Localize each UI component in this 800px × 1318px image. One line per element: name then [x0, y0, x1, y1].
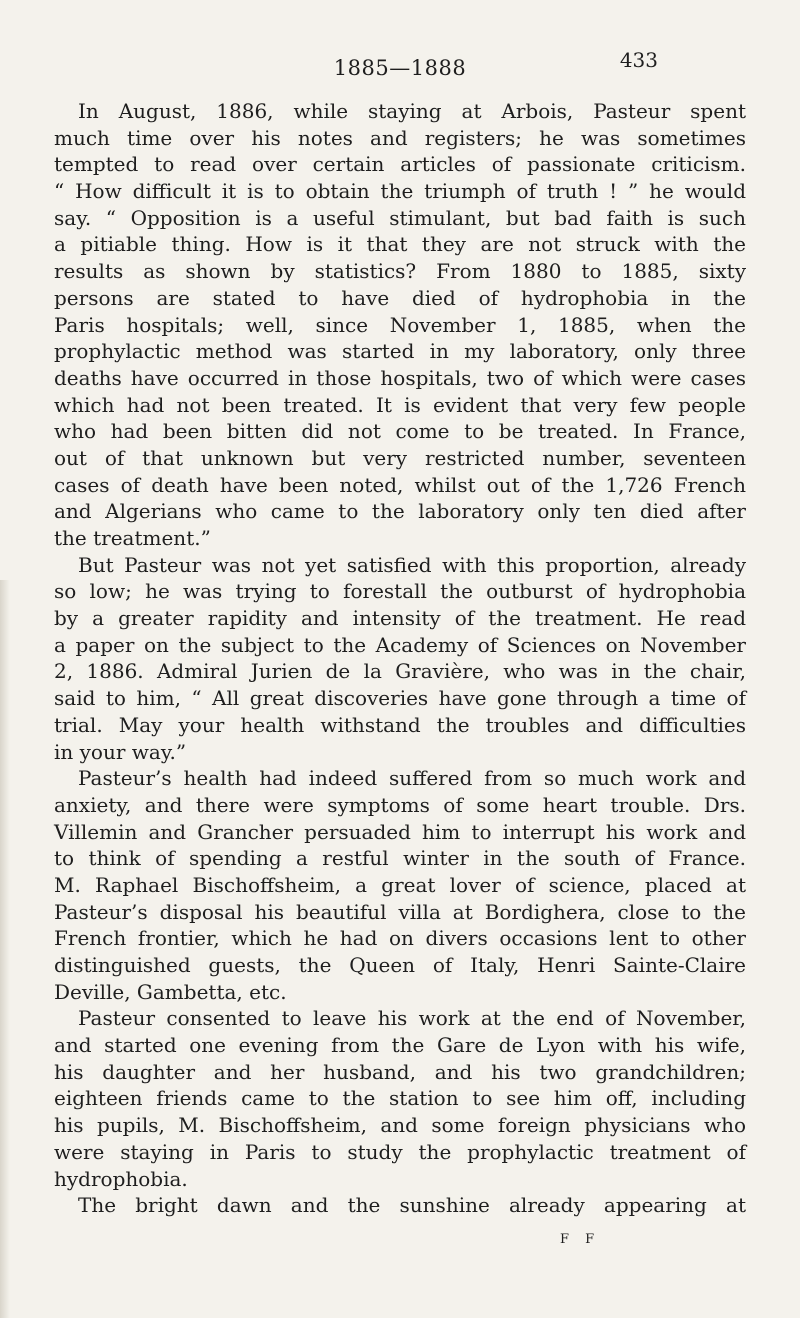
text-line: results as shown by statistics? From 1880 to 1885, sixty — [54, 259, 746, 284]
text-line: M. Raphael Bischoffsheim, a great lover of science, placed at — [54, 872, 746, 897]
text-line: But Pasteur was not yet satisfied with this proportion, already — [78, 552, 746, 577]
text-line: in your way.” — [54, 739, 187, 764]
text-line: Deville, Gambetta, etc. — [54, 979, 287, 1004]
text-line: who had been bitten did not come to be treated. In France, — [54, 419, 746, 444]
page-gutter-shadow — [0, 580, 10, 1318]
signature-mark: F F — [560, 1232, 601, 1247]
running-head: 1885—1888 — [333, 56, 467, 80]
text-line: “ How difficult it is to obtain the triumph of truth ! ” he would — [54, 179, 746, 204]
text-line: a pitiable thing. How is it that they are not struck with the — [54, 232, 746, 257]
text-line: distinguished guests, the Queen of Italy, Henri Sainte-Claire — [54, 953, 746, 977]
text-line: and Algerians who came to the laboratory only ten died after — [54, 499, 746, 524]
text-line: anxiety, and there were symptoms of some heart trouble. Drs. — [54, 792, 746, 817]
text-line: cases of death have been noted, whilst out of the 1,726 French — [54, 472, 746, 497]
text-line: the treatment.” — [54, 526, 211, 550]
text-line: say. “ Opposition is a useful stimulant, but bad faith is such — [54, 205, 746, 230]
text-line: 2, 1886. Admiral Jurien de la Gravière, who was in the chair, — [54, 659, 746, 684]
text-line: Villemin and Grancher persuaded him to interrupt his work and — [54, 819, 746, 844]
text-line: to think of spending a restful winter in the south of France. — [54, 846, 746, 871]
text-line: his daughter and her husband, and his two grandchildren; — [54, 1059, 746, 1084]
text-line: Pasteur’s disposal his beautiful villa at Bordighera, close to the — [54, 899, 746, 924]
body-text — [54, 98, 746, 1219]
text-line: a paper on the subject to the Academy of Sciences on November — [54, 632, 746, 657]
text-line: Paris hospitals; well, since November 1, 1885, when the — [54, 312, 746, 337]
page-header — [0, 48, 800, 86]
text-line: Pasteur’s health had indeed suffered from so much work and — [78, 766, 746, 791]
text-line: which had not been treated. It is evident that very few people — [54, 392, 746, 417]
text-line: trial. May your health withstand the troubles and difficulties — [54, 712, 746, 737]
text-line: by a greater rapidity and intensity of the treatment. He read — [54, 606, 746, 631]
text-line: In August, 1886, while staying at Arbois, Pasteur spent — [78, 99, 746, 123]
text-line: hydrophobia. — [54, 1166, 188, 1191]
text-line: prophylactic method was started in my laboratory, only three — [54, 339, 746, 364]
text-line: out of that unknown but very restricted number, seventeen — [54, 445, 746, 470]
text-line: and started one evening from the Gare de Lyon with his wife, — [54, 1033, 746, 1058]
text-line: much time over his notes and registers; he was sometimes — [54, 125, 746, 150]
text-line: said to him, “ All great discoveries have gone through a time of — [54, 686, 746, 711]
text-line: so low; he was trying to forestall the outburst of hydrophobia — [54, 579, 746, 604]
text-line: French frontier, which he had on divers occasions lent to other — [54, 926, 746, 951]
text-line: The bright dawn and the sunshine already appearing at — [78, 1193, 746, 1218]
text-line: Pasteur consented to leave his work at the end of November, — [78, 1006, 746, 1031]
text-line: deaths have occurred in those hospitals, two of which were cases — [54, 365, 746, 390]
text-line: eighteen friends came to the station to see him off, including — [54, 1086, 746, 1111]
page-number: 433 — [619, 48, 658, 72]
text-line: were staying in Paris to study the prophylactic treatment of — [54, 1139, 746, 1164]
text-line: persons are stated to have died of hydrophobia in the — [54, 285, 746, 310]
text-line: tempted to read over certain articles of passionate criticism. — [54, 152, 746, 177]
text-line: his pupils, M. Bischoffsheim, and some foreign physicians who — [54, 1113, 746, 1138]
